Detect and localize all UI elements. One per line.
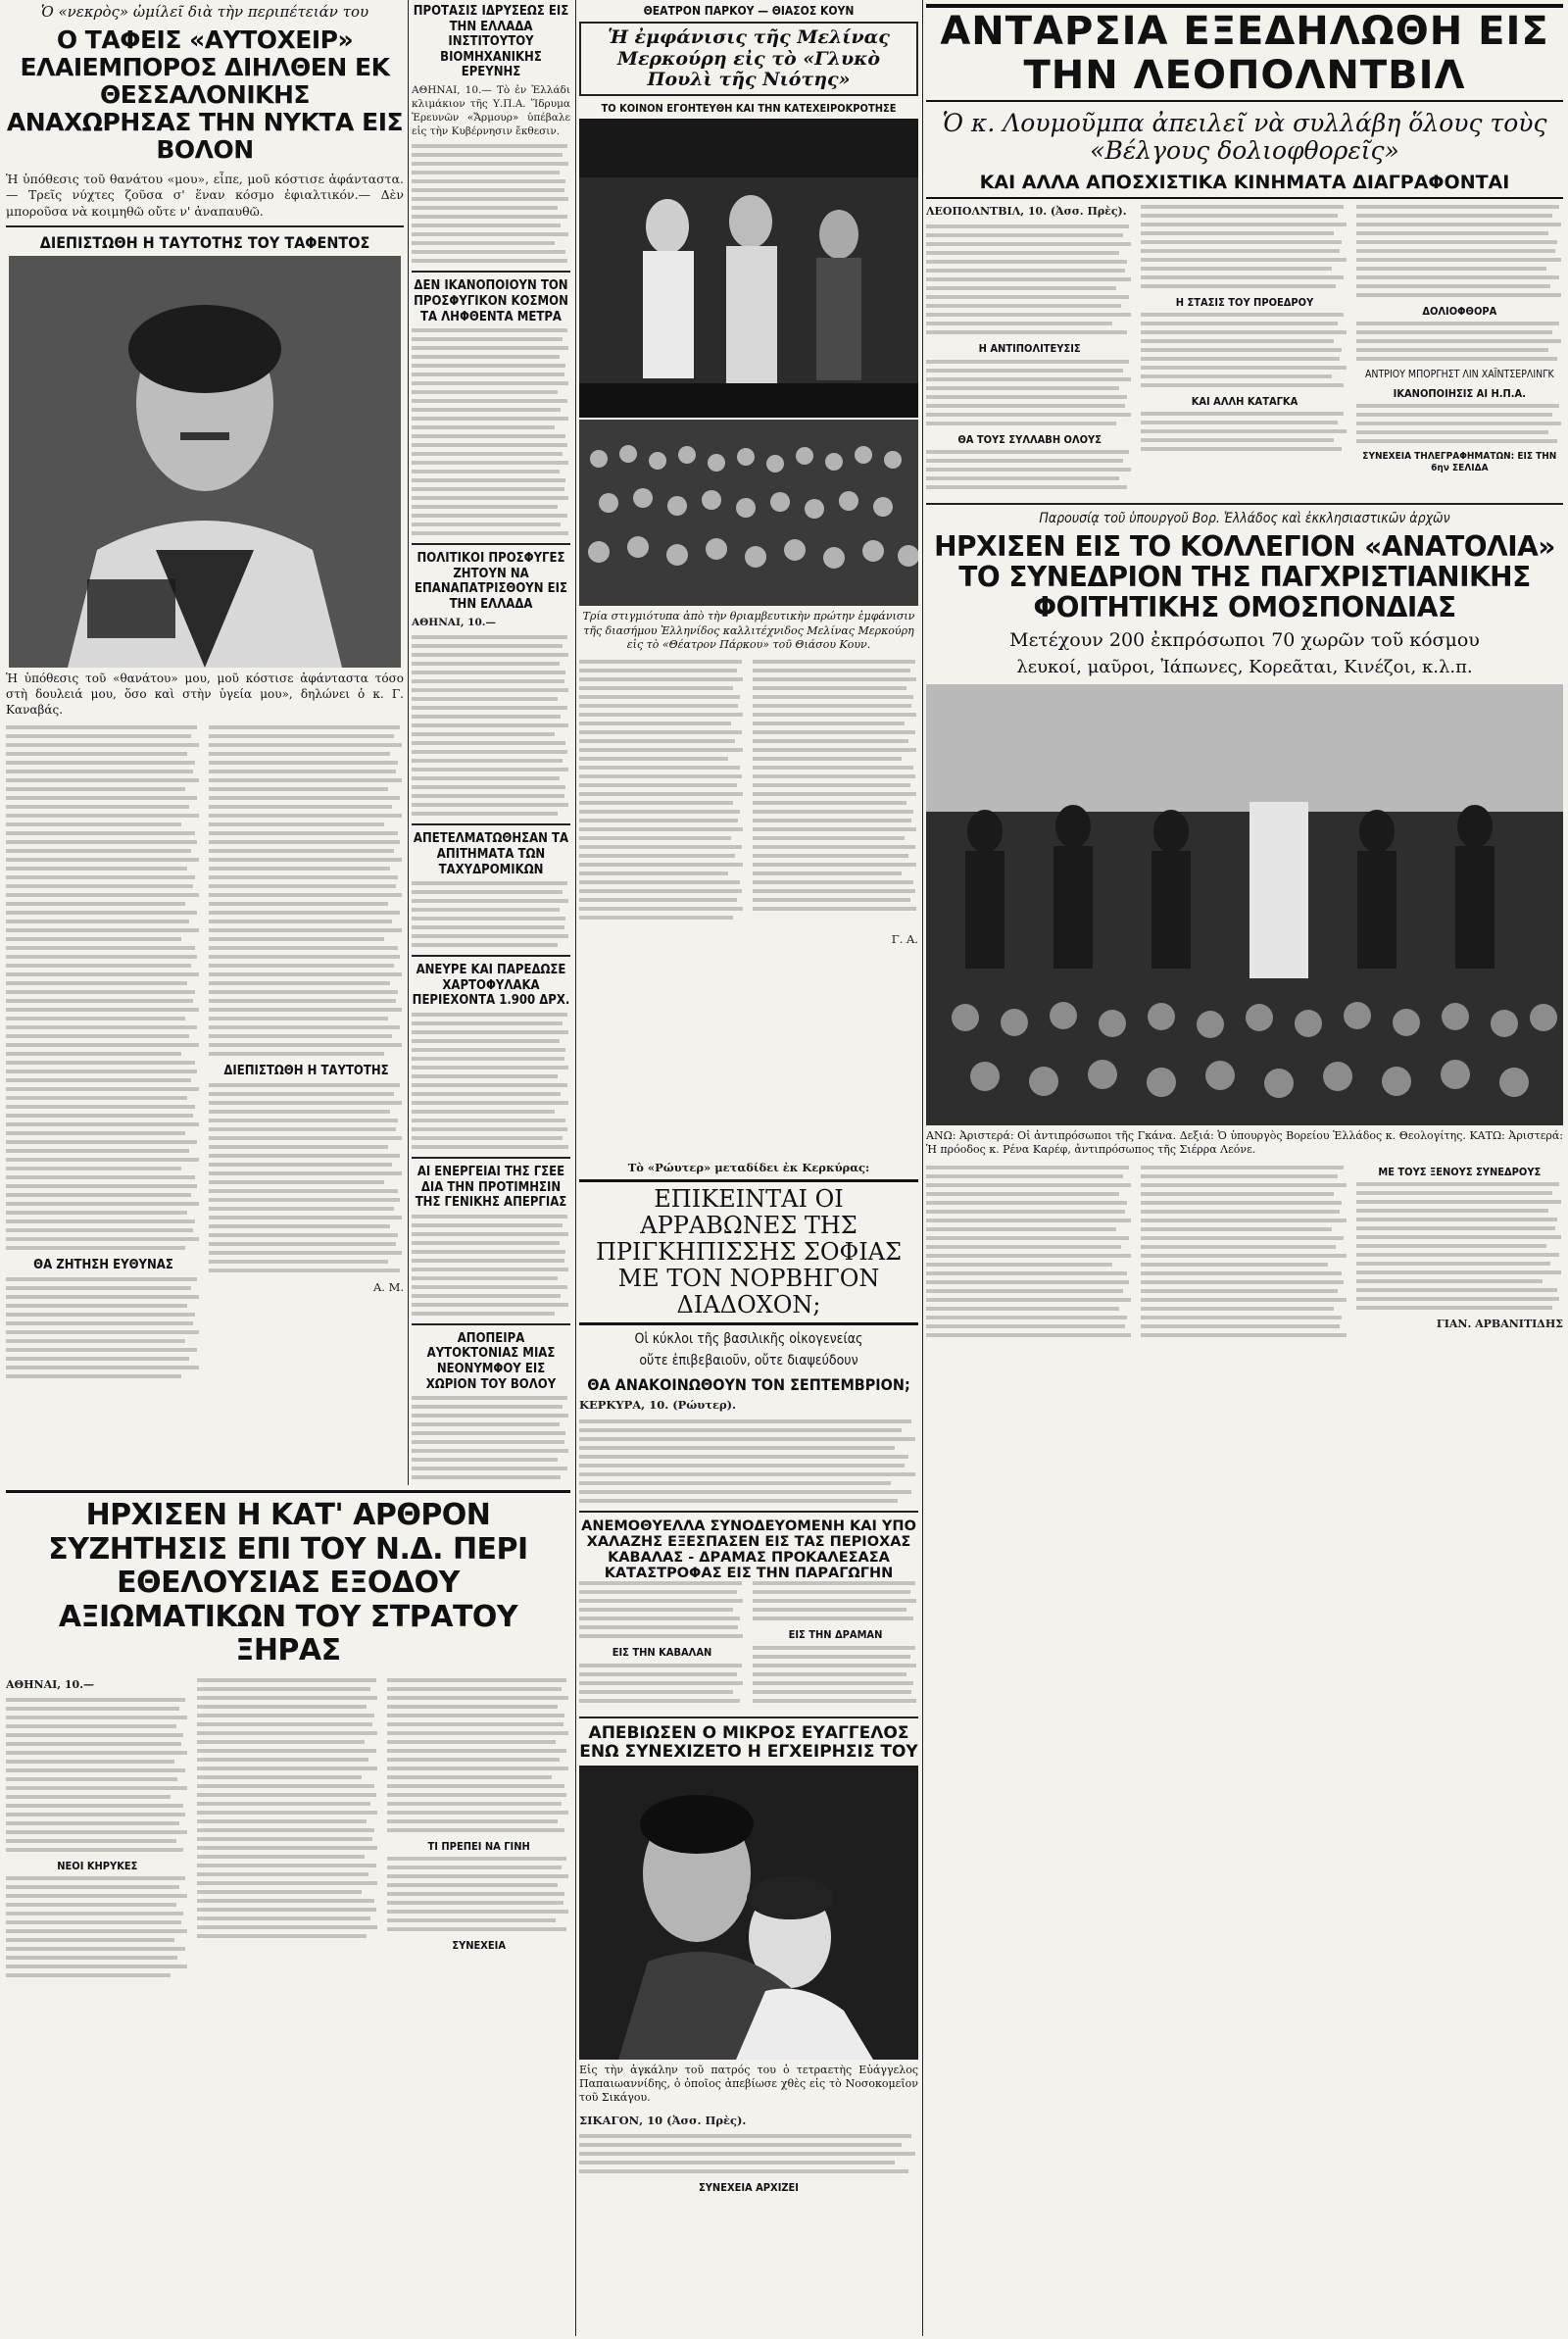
congo-sub-5: ΔΟΛΙΟΦΘΟΡΑ xyxy=(1422,304,1497,318)
military-sub-2: ΤΙ ΠΡΕΠΕΙ ΝΑ ΓΙΝΗ xyxy=(427,1839,530,1853)
college-deck-1: Μετέχουν 200 ἐκπρόσωποι 70 χωρῶν τοῦ κόσμου xyxy=(1009,628,1480,651)
congo-sub-4: ΚΑΙ ΑΛΛΗ ΚΑΤΑΓΚΑ xyxy=(1191,395,1298,409)
column-rule xyxy=(408,0,409,1485)
military-headline: ΗΡΧΙΣΕΝ Η ΚΑΤ' ΑΡΘΡΟΝ ΣΥΖΗΤΗΣΙΣ ΕΠΙ ΤΟΥ Ν.Δ. ΠΕΡΙ ΕΘΕΛΟΥΣΙΑΣ ΕΞΟΔΟΥ ΑΞΙΩΜΑΤΙΚΩΝ ΤΟΥ ΣΤΡΑΤΟΥ ΞΗΡΑΣ xyxy=(48,1498,528,1667)
college-headline: ΗΡΧΙΣΕΝ ΕΙΣ ΤΟ ΚΟΛΛΕΓΙΟΝ «ΑΝΑΤΟΛΙΑ» ΤΟ ΣΥΝΕΔΡΙΟΝ ΤΗΣ ΠΑΓΧΡΙΣΤΙΑΝΙΚΗΣ ΦΟΙΤΗΤΙΚΗΣ ΟΜΟΣΠΟΝΔΙΑΣ xyxy=(934,529,1555,624)
college-photo xyxy=(926,684,1563,1125)
college-sub-guests: ΜΕ ΤΟΥΣ ΞΕΝΟΥΣ ΣΥΝΕΔΡΟΥΣ xyxy=(1378,1165,1542,1178)
column-rule xyxy=(575,0,576,2336)
theatre-photo-top xyxy=(579,119,918,418)
college-byline: ΓΙΑΝ. ΑΡΒΑΝΙΤΙΔΗΣ xyxy=(1436,1317,1563,1330)
congo-sub-6: ΙΚΑΝΟΠΟΙΗΣΙΣ ΑΙ Η.Π.Α. xyxy=(1393,386,1526,400)
college-deck-2: λευκοί, μαῦροι, Ἰάπωνες, Κορεᾶται, Κινέζοι, κ.λ.π. xyxy=(1016,657,1473,678)
congo-dateline: ΛΕΟΠΟΛΝΤΒΙΛ, 10. (Ἀσσ. Πρὲς). xyxy=(926,204,1127,218)
theatre-body xyxy=(579,660,918,932)
column-2 xyxy=(412,0,570,1485)
col2-dateline: ΑΘΗΝΑΙ, 10.— xyxy=(412,616,496,628)
article-kicker: Ὁ «νεκρὸς» ὡμίλεῖ διὰ τὴν περιπέτειάν του xyxy=(40,3,369,21)
college-body xyxy=(926,1166,1563,1350)
congo-byline: ΑΝΤΡΙΟΥ ΜΠΟΡΓΗΣΤ ΛΙΝ ΧΑΪΝΤΣΕΡΛΙΝΓΚ xyxy=(1364,369,1554,381)
congo-sub-3: ΘΑ ΤΟΥΣ ΣΥΛΛΑΒΗ ΟΛΟΥΣ xyxy=(957,432,1102,446)
article-lead: Ἡ ὑπόθεσις τοῦ θανάτου «μου», εἶπε, μοῦ κόστισε ἀφάνταστα.— Τρεῖς νύχτες ζοῦσα σ' ἕναν κόσμο ἐφιαλτικόν.— Δὲν μποροῦσα νὰ κοιμηθῶ οὔτε ν' ἀναπαυθῶ. xyxy=(6,171,404,219)
theatre-headline: Ἡ ἐμφάνισις τῆς Μελίνας Μερκούρη εἰς τὸ «Γλυκὸ Πουλὶ τῆς Νιότης» xyxy=(579,22,918,96)
royal-kicker: Τὸ «Ρώυτερ» μεταδίδει ἐκ Κερκύρας: xyxy=(627,1161,870,1174)
military-dateline: ΑΘΗΝΑΙ, 10.— xyxy=(6,1677,95,1691)
congo-body xyxy=(926,205,1563,497)
theatre-photo-crowd xyxy=(579,420,918,606)
storm-sub-kavala: ΕΙΣ ΤΗΝ ΚΑΒΑΛΑΝ xyxy=(612,1646,712,1660)
article-headline: Ο ΤΑΦΕΙΣ «ΑΥΤΟΧΕΙΡ» ΕΛΑΙΕΜΠΟΡΟΣ ΔΙΗΛΘΕΝ ΕΚ ΘΕΣΣΑΛΟΝΙΚΗΣ ΑΝΑΧΩΡΗΣΑΣ ΤΗΝ ΝΥΚΤΑ ΕΙΣ ΒΟΛΟΝ xyxy=(6,25,404,164)
col2-headline-2: ΔΕΝ ΙΚΑΝΟΠΟΙΟΥΝ ΤΟΝ ΠΡΟΣΦΥΓΙΚΟΝ ΚΟΣΜΟΝ ΤΑ ΛΗΦΘΕΝΤΑ ΜΕΤΡΑ xyxy=(414,278,568,324)
col2-headline-6: ΑΙ ΕΝΕΡΓΕΙΑΙ ΤΗΣ ΓΣΕΕ ΔΙΑ ΤΗΝ ΠΡΟΤΙΜΗΣΙΝ ΤΗΣ ΓΕΝΙΚΗΣ ΑΠΕΡΓΙΑΣ xyxy=(415,1164,567,1211)
congo-subheadline: Ὁ κ. Λουμοῦμπα ἀπειλεῖ νὰ συλλάβη ὅλους τοὺς «Βέλγους δολιοφθορεῖς» xyxy=(942,108,1547,165)
body-column-left xyxy=(6,725,201,1386)
storm-body xyxy=(579,1581,918,1710)
article-subhead-identity: ΔΙΕΠΙΣΤΩΘΗ Η ΤΑΥΤΟΤΗΣ xyxy=(223,1064,389,1079)
college-caption: ΑΝΩ: Ἀριστερά: Οἱ ἀντιπρόσωποι τῆς Γκάνα. Δεξιά: Ὁ ὑπουργὸς Βορείου Ἑλλάδος κ. Θεολογίτης. ΚΑΤΩ: Ἀριστερά: Ἡ πρόοδος κ. Ρένα Καρέφ, ἀντιπρόσωπος τῆς Σιέρρα Λεόνε. xyxy=(926,1129,1563,1157)
theatre-kicker: ΘΕΑΤΡΟΝ ΠΑΡΚΟΥ — ΘΙΑΣΟΣ ΚΟΥΝ xyxy=(643,4,855,18)
body-columns xyxy=(6,725,404,1386)
article-signature: Α. Μ. xyxy=(372,1279,404,1294)
congo-deck: ΚΑΙ ΑΛΛΑ ΑΠΟΣΧΙΣΤΙΚΑ ΚΙΝΗΜΑΤΑ ΔΙΑΓΡΑΦΟΝΤΑΙ xyxy=(926,173,1563,199)
military-story xyxy=(6,1490,570,2339)
congo-headline: ΑΝΤΑΡΣΙΑ ΕΞΕΔΗΛΩΘΗ ΕΙΣ ΤΗΝ ΛΕΟΠΟΛΝΤΒΙΛ xyxy=(926,4,1563,102)
royal-dateline: ΚΕΡΚΥΡΑ, 10. (Ρώυτερ). xyxy=(579,1398,737,1413)
storm-sub-drama: ΕΙΣ ΤΗΝ ΔΡΑΜΑΝ xyxy=(788,1628,883,1642)
military-body xyxy=(6,1678,570,1986)
congo-sub-2: Η ΣΤΑΣΙΣ ΤΟΥ ΠΡΟΕΔΡΟΥ xyxy=(1175,295,1314,309)
portrait-photo xyxy=(9,256,401,668)
body-column-right xyxy=(209,725,404,1386)
boy-caption: Εἰς τὴν ἀγκάλην τοῦ πατρός του ὁ τετραετὴς Εὐάγγελος Παπαιωαννίδης, ὁ ὁποῖος ἀπεβίωσε χθὲς εἰς τὸ Νοσοκομεῖον τοῦ Σικάγου. xyxy=(579,2063,918,2105)
theatre-caption: Τρία στιγμιότυπα ἀπὸ τὴν θριαμβευτικὴν πρώτην ἐμφάνισιν τῆς διασήμου Ἑλληνίδος καλλιτέχνιδος Μελίνας Μερκούρη εἰς τὸ «Θέατρον Πάρκου» τοῦ Θιάσου Κουν. xyxy=(582,610,915,651)
royal-headline: ΕΠΙΚΕΙΝΤΑΙ ΟΙ ΑΡΡΑΒΩΝΕΣ ΤΗΣ ΠΡΙΓΚΗΠΙΣΣΗΣ ΣΟΦΙΑΣ ΜΕ ΤΟΝ ΝΟΡΒΗΓΟΝ ΔΙΑΔΟΧΟΝ; xyxy=(579,1179,918,1324)
boy-dateline: ΣΙΚΑΓΟΝ, 10 (Ἀσσ. Πρὲς). xyxy=(579,2113,747,2127)
boy-photo xyxy=(579,1766,918,2060)
col2-headline-4: ΑΠΕΤΕΛΜΑΤΩΘΗΣΑΝ ΤΑ ΑΠΙΤΗΜΑΤΑ ΤΩΝ ΤΑΧΥΔΡΟΜΙΚΩΝ xyxy=(413,831,569,877)
congo-sub-1: Η ΑΝΤΙΠΟΛΙΤΕΥΣΙΣ xyxy=(978,342,1081,356)
photo-caption: Ἡ ὑπόθεσις τοῦ «θανάτου» μου, μοῦ κόστισε ἀφάνταστα τόσο στὴ δουλειά μου, ὅσο καὶ στὴν ὑγεία μου», δηλώνει ὁ κ. Γ. Καναβάς. xyxy=(6,672,404,717)
col2-text-1: ΑΘΗΝΑΙ, 10.— Τὸ ἐν Ἑλλάδι κλιμάκιον τῆς Υ.Π.Α. Ἵδρυμα Ἐρευνῶν «Ἄρμουρ» ὑπέβαλε εἰς τὴν Κυβέρνησιν ἔκθεσιν. xyxy=(412,83,570,137)
royal-deck-1: Οἱ κύκλοι τῆς βασιλικῆς οἰκογενείας xyxy=(634,1330,863,1347)
royal-deck-3: ΘΑ ΑΝΑΚΟΙΝΩΘΟΥΝ ΤΟΝ ΣΕΠΤΕΜΒΡΙΟΝ; xyxy=(587,1375,910,1395)
col2-headline-1: ΠΡΟΤΑΣΙΣ ΙΔΡΥΣΕΩΣ ΕΙΣ ΤΗΝ ΕΛΛΑΔΑ ΙΝΣΤΙΤΟΥΤΟΥ ΒΙΟΜΗΧΑΝΙΚΗΣ ΕΡΕΥΝΗΣ xyxy=(413,4,569,80)
article-subhead-search: ΘΑ ΖΗΤΗΣΗ ΕΥΘΥΝΑΣ xyxy=(33,1258,173,1273)
storm-headline: ΑΝΕΜΟΘΥΕΛΛΑ ΣΥΝΟΔΕΥΟΜΕΝΗ ΚΑΙ ΥΠΟ ΧΑΛΑΖΗΣ ΕΞΕΣΠΑΣΕΝ ΕΙΣ ΤΑΣ ΠΕΡΙΟΧΑΣ ΚΑΒΑΛΑΣ - ΔΡΑΜΑΣ ΠΡΟΚΑΛΕΣΑΣΑ ΚΑΤΑΣΤΡΟΦΑΣ ΕΙΣ ΤΗΝ ΠΑΡΑΓΩΓΗΝ xyxy=(581,1518,916,1582)
col2-headline-7: ΑΠΟΠΕΙΡΑ ΑΥΤΟΚΤΟΝΙΑΣ ΜΙΑΣ ΝΕΟΝΥΜΦΟΥ ΕΙΣ ΧΩΡΙΟΝ ΤΟΥ ΒΟΛΟΥ xyxy=(425,1330,557,1392)
theatre-photo-row xyxy=(579,420,918,606)
column-1 xyxy=(6,0,404,1485)
military-sub-1: ΝΕΟΙ ΚΗΡΥΚΕΣ xyxy=(57,1860,138,1873)
congo-continued: ΣΥΝΕΧΕΙΑ ΤΗΛΕΓΡΑΦΗΜΑΤΩΝ: ΕΙΣ ΤΗΝ 6ην ΣΕΛΙΔΑ xyxy=(1362,450,1557,473)
article-subhead: ΔΙΕΠΙΣΤΩΘΗ Η ΤΑΥΤΟΤΗΣ ΤΟΥ ΤΑΦΕΝΤΟΣ xyxy=(39,233,370,253)
col2-headline-3: ΠΟΛΙΤΙΚΟΙ ΠΡΟΣΦΥΓΕΣ ΖΗΤΟΥΝ ΝΑ ΕΠΑΝΑΠΑΤΡΙΣΘΟΥΝ ΕΙΣ ΤΗΝ ΕΛΛΑΔΑ xyxy=(415,551,567,612)
right-section xyxy=(926,0,1563,2336)
theatre-signature: Γ. Α. xyxy=(891,932,918,947)
column-3 xyxy=(579,0,918,1157)
royal-deck-2: οὔτε ἐπιβεβαιοῦν, οὔτε διαψεύδουν xyxy=(639,1353,858,1369)
column-rule xyxy=(922,0,923,2336)
col2-headline-5: ΑΝΕΥΡΕ ΚΑΙ ΠΑΡΕΔΩΣΕ ΧΑΡΤΟΦΥΛΑΚΑ ΠΕΡΙΕΧΟΝΤΑ 1.900 ΔΡΧ. xyxy=(412,963,570,1009)
theatre-subhead: ΤΟ ΚΟΙΝΟΝ ΕΓΟΗΤΕΥΘΗ ΚΑΙ ΤΗΝ ΚΑΤΕΧΕΙΡΟΚΡΟΤΗΣΕ xyxy=(601,102,897,116)
center-lower xyxy=(579,1157,918,2336)
boy-headline: ΑΠΕΒΙΩΣΕΝ Ο ΜΙΚΡΟΣ ΕΥΑΓΓΕΛΟΣ ΕΝΩ ΣΥΝΕΧΙΖΕΤΟ Η ΕΓΧΕΙΡΗΣΙΣ ΤΟΥ xyxy=(579,1722,918,1762)
divider xyxy=(6,225,404,227)
college-kicker: Παρουσίᾳ τοῦ ὑπουργοῦ Βορ. Ἑλλάδος καὶ ἐκκλησιαστικῶν ἀρχῶν xyxy=(1039,510,1450,526)
military-continued: ΣΥΝΕΧΕΙΑ xyxy=(452,1938,507,1952)
boy-continued: ΣΥΝΕΧΕΙΑ ΑΡΧΙΖΕΙ xyxy=(699,2180,799,2194)
